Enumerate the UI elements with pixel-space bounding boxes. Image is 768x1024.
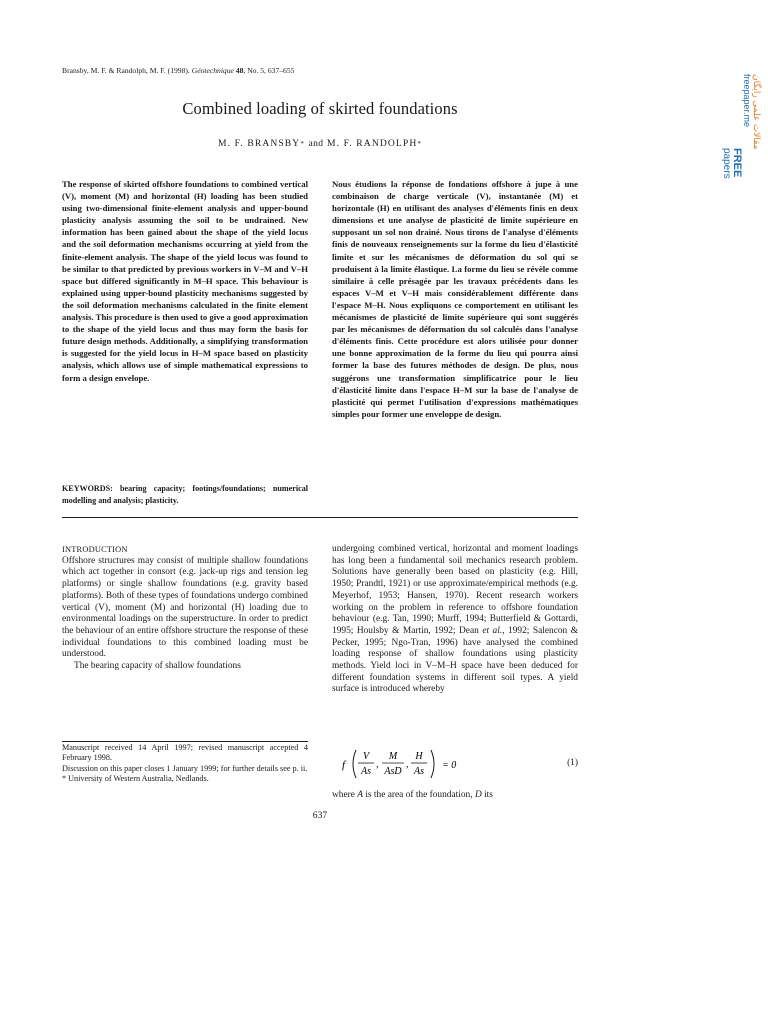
introduction-paragraph-3 [332, 544, 578, 696]
equation-number: (1) [567, 758, 578, 768]
introduction-right-column [332, 544, 578, 696]
affiliation-text: University of Western Australia, Nedlands. [66, 774, 209, 784]
eq-rhs: = 0 [442, 760, 457, 771]
author-and: and [308, 138, 324, 149]
watermark-free: FREE [731, 148, 743, 178]
paper-title: Combined loading of skirted foundations [182, 99, 458, 118]
introduction-heading: INTRODUCTION [62, 545, 128, 554]
footnotes [62, 743, 308, 785]
keywords: KEYWORDS: bearing capacity; footings/foundations; numerical modelling and analysis; plasticity. [62, 484, 308, 505]
watermark-site: freepaper.me [742, 74, 752, 128]
after-eq-var-a: A [357, 790, 363, 800]
after-eq-var-d: D [474, 790, 482, 800]
eq-v-den: As [361, 766, 371, 777]
eq-left-paren [353, 750, 356, 778]
eq-m-num: M [388, 751, 398, 762]
eq-h-den: As [414, 766, 424, 777]
footnote-divider [62, 741, 308, 742]
introduction-left-column [62, 544, 308, 673]
eq-m-den: AsD [384, 766, 402, 777]
equation-1 [332, 746, 578, 782]
eq-h-num: H [415, 751, 423, 762]
footnote-discussion: Discussion on this paper closes 1 January 1999; for further details see p. ii. [62, 763, 308, 773]
author-first: M. F. BRANSBY [218, 138, 301, 149]
page-number: 637 [312, 810, 328, 821]
eq-v-num: V [362, 751, 370, 762]
paragraph-3-part-b: , 1992; Salencon & Pecker, 1995; Ngo-Tran, 1996) have analysed the combined loading response of shallow foundations using plasticity methods. Yield loci in V–M–H space have been deduced for different foundation systems in different soil types. A yield surface is introduced whereby [332, 625, 579, 695]
section-divider [62, 517, 578, 518]
introduction-paragraph-1: Offshore structures may consist of multiple shallow foundations which act together in consort (e.g. jack-up rigs and tension leg platforms) or single shallow foundations (e.g. gravity based platforms). Both of these types of foundations undergo combined vertical (V), moment (M) and horizontal (H) loading due to environmental loadings on the superstructure. In order to predict the behaviour of an entire offshore structure the response of these individual foundations to this combined loading must be understood. [62, 555, 308, 660]
after-eq-part-a: where [332, 790, 358, 800]
citation-issue: , No. 5, 637–655 [243, 66, 295, 75]
affiliation-mark: * [62, 774, 67, 784]
abstract-french: Nous étudions la réponse de fondations offshore à jupe à une combinaison de charge verticale (V), instantanée (M) et horizontale (H) en utilisant des analyses d'éléments finis en deux dimensions et une analyse de plasticité de limite supérieure en supposant un sol non drainé. Nous tirons de l'analyse d'éléments finis de nouveaux renseignements sur la forme du lieu d'élasticité limite et sur les mécanismes de déformation du sol qui se produisent à la limite élastique. La forme du lieu se révèle comme similaire à celle présagée par les travaux précédents dans les espaces V–M et V–H mais considérablement différente dans l'espace M–H. Nous expliquons ce comportement en utilisant les mécanismes de plasticité de limite supérieure qui sont suggérés par les mécanismes de déformation du sol calculés dans l'analyse d'éléments finis. Cette procédure est alors utilisée pour donner une bonne approximation de la forme du lieu qui pourra ainsi former la base des futures méthodes de design. De plus, nous suggérons une transformation simplificatrice pour le lieu d'élasticité limite dans l'espace H–M sur la base de l'analyse de plasticité qui permet l'utilisation d'expressions mathématiques simples pour former une enveloppe de design. [332, 179, 578, 419]
eq-comma-2: , [406, 759, 409, 770]
footnote-received: Manuscript received 14 April 1997; revised manuscript accepted 4 February 1998. [62, 743, 308, 763]
equation-svg [340, 746, 520, 782]
citation-authors: Bransby, M. F. & Randolph, M. F. (1998). [62, 66, 190, 75]
freepapers-watermark [721, 70, 768, 200]
watermark-papers: papers [721, 148, 732, 179]
et-al: et al. [482, 625, 503, 636]
citation-journal: Géotechnique [191, 66, 234, 75]
author-second: M. F. RANDOLPH [327, 138, 418, 149]
abstract-english: The response of skirted offshore foundations to combined vertical (V), moment (M) and horizontal (H) loading has been studied using two-dimensional finite-element analysis and upper-bound plasticity analysis assuming the soil to be undrained. New information has been gained about the shape of the yield locus and the soil deformation mechanisms occurring at yield from the finite-element analysis. The shape of the yield locus was found to be similar to that predicted by previous workers in V–M and V–H space but differed significantly in M–H space. This behaviour is explained using upper-bound plasticity mechanisms suggested by the soil deformation mechanisms calculated in the finite element analysis. This procedure is then used to give a good approximation to the shape of the yield locus and thus may form the basis for future design methods. Additionally, a simplifying transformation is suggested for the yield locus in H–M space based on plasticity analysis, which allows use of simple mathematical expressions to form a design envelope. [62, 179, 308, 383]
paragraph-3-part-a: undergoing combined vertical, horizontal and moment loadings has long been a fundamental soil mechanics research problem. Solutions have generally been based on plasticity (e.g. Hill, 1950; Prandtl, 1921) or use approximate/empirical methods (e.g. Meyerhof, 1953; Hansen, 1970). Recent research workers working on the problem in reference to offshore foundation behaviour (e.g. Tan, 1990; Murff, 1994; Butterfield & Gottardi, 1995; Houlsby & Martin, 1992; Dean [332, 544, 578, 636]
eq-right-paren [431, 750, 434, 778]
after-eq-part-b: is the area of the foundation, [362, 790, 475, 800]
citation-line [62, 66, 482, 76]
eq-comma-1: , [376, 759, 379, 770]
equation-followup-text [332, 790, 578, 802]
footnote-affiliation [62, 774, 308, 784]
eq-f: f [342, 759, 346, 771]
author-line [62, 138, 578, 150]
watermark-arabic: مقالات علمی رایگان [752, 74, 762, 150]
watermark-logo [721, 70, 768, 200]
author-mark-1: * [300, 140, 305, 148]
citation-volume: 48 [235, 66, 244, 75]
introduction-paragraph-2: The bearing capacity of shallow foundations [74, 661, 241, 672]
after-eq-part-c: its [481, 790, 493, 800]
author-mark-2: * [417, 140, 422, 148]
